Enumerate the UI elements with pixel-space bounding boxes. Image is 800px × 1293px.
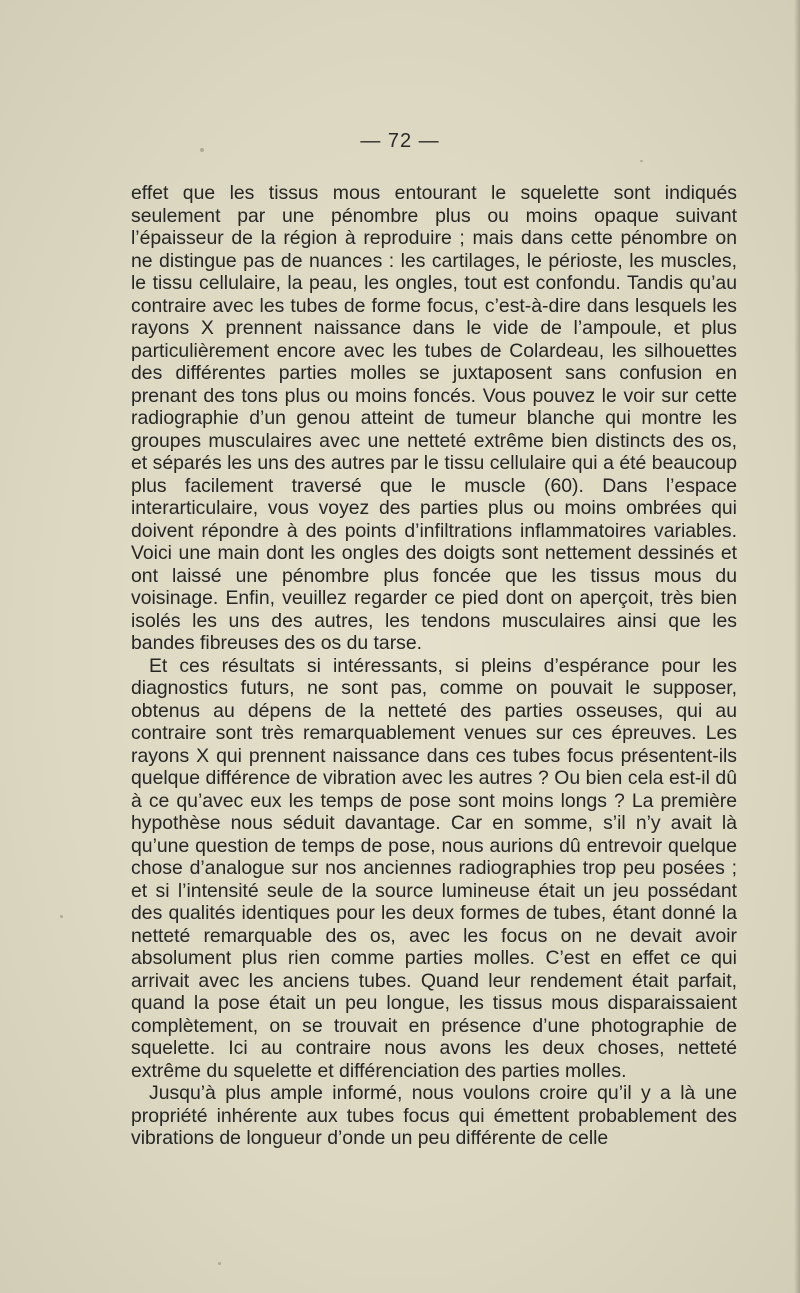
body-text [131,182,737,1150]
paper-speck [218,1262,221,1265]
paper-speck [640,160,643,162]
paragraph-2: Et ces résultats si intéressants, si pleins d’espérance pour les diagnostics futurs, ne sont pas, comme on pouvait le supposer, obtenus au dépens de la netteté des parties osseuses, qui au contraire sont très remarquablement venues sur ces épreuves. Les rayons X qui prennent naissance dans ces tubes focus présentent-ils quelque différence de vibration avec les autres ? Ou bien cela est-il dû à ce qu’avec eux les temps de pose sont moins longs ? La première hypothèse nous séduit davantage. Car en somme, s’il n’y avait là qu’une question de temps de pose, nous aurions dû entrevoir quelque chose d’analogue sur nos anciennes radiographies trop peu posées ; et si l’intensité seule de la source lumineuse était un jeu possédant des qualités identiques pour les deux formes de tubes, étant donné la netteté remarquable des os, avec les focus on ne devait avoir absolument plus rien comme parties molles. C’est en effet ce qui arrivait avec les anciens tubes. Quand leur rendement était parfait, quand la pose était un peu longue, les tissus mous disparaissaient complètement, on se trouvait en présence d’une photographie de squelette. Ici au contraire nous avons les deux choses, netteté extrême du squelette et différenciation des parties molles. [131,654,737,1082]
paragraph-3: Jusqu’à plus ample informé, nous voulons croire qu’il y a là une propriété inhérente aux tubes focus qui émettent probablement des vibrations de longueur d’onde un peu différente de celle [131,1082,737,1149]
paragraph-1: effet que les tissus mous entourant le squelette sont indiqués seulement par une pénombre plus ou moins opaque suivant l’épaisseur de la région à reproduire ; mais dans cette pénombre on ne distingue pas de nuances : les cartilages, le périoste, les muscles, le tissu cellulaire, la peau, les ongles, tout est confondu. Tandis qu’au contraire avec les tubes de forme focus, c’est-à-dire dans lesquels les rayons X prennent naissance dans le vide de l’ampoule, et plus particulièrement encore avec les tubes de Colardeau, les silhouettes des différentes parties molles se juxtaposent sans confusion en prenant des tons plus ou moins foncés. Vous pouvez le voir sur cette radiographie d’un genou atteint de tumeur blanche qui montre les groupes musculaires avec une netteté extrême bien distincts des os, et séparés les uns des autres par le tissu cellulaire qui a été beaucoup plus facilement traversé que le muscle (60). Dans l’espace interarticulaire, vous voyez des parties plus ou moins ombrées qui doivent répondre à des points d’infiltrations inflammatoires variables. Voici une main dont les ongles des doigts sont nettement dessinés et ont laissé une pénombre plus foncée que les tissus mous du voisinage. Enfin, veuillez regarder ce pied dont on aperçoit, très bien isolés les uns des autres, les tendons musculaires ainsi que les bandes fibreuses des os du tarse. [131,182,737,654]
page-number: — 72 — [360,130,440,152]
paper-speck [60,915,63,918]
